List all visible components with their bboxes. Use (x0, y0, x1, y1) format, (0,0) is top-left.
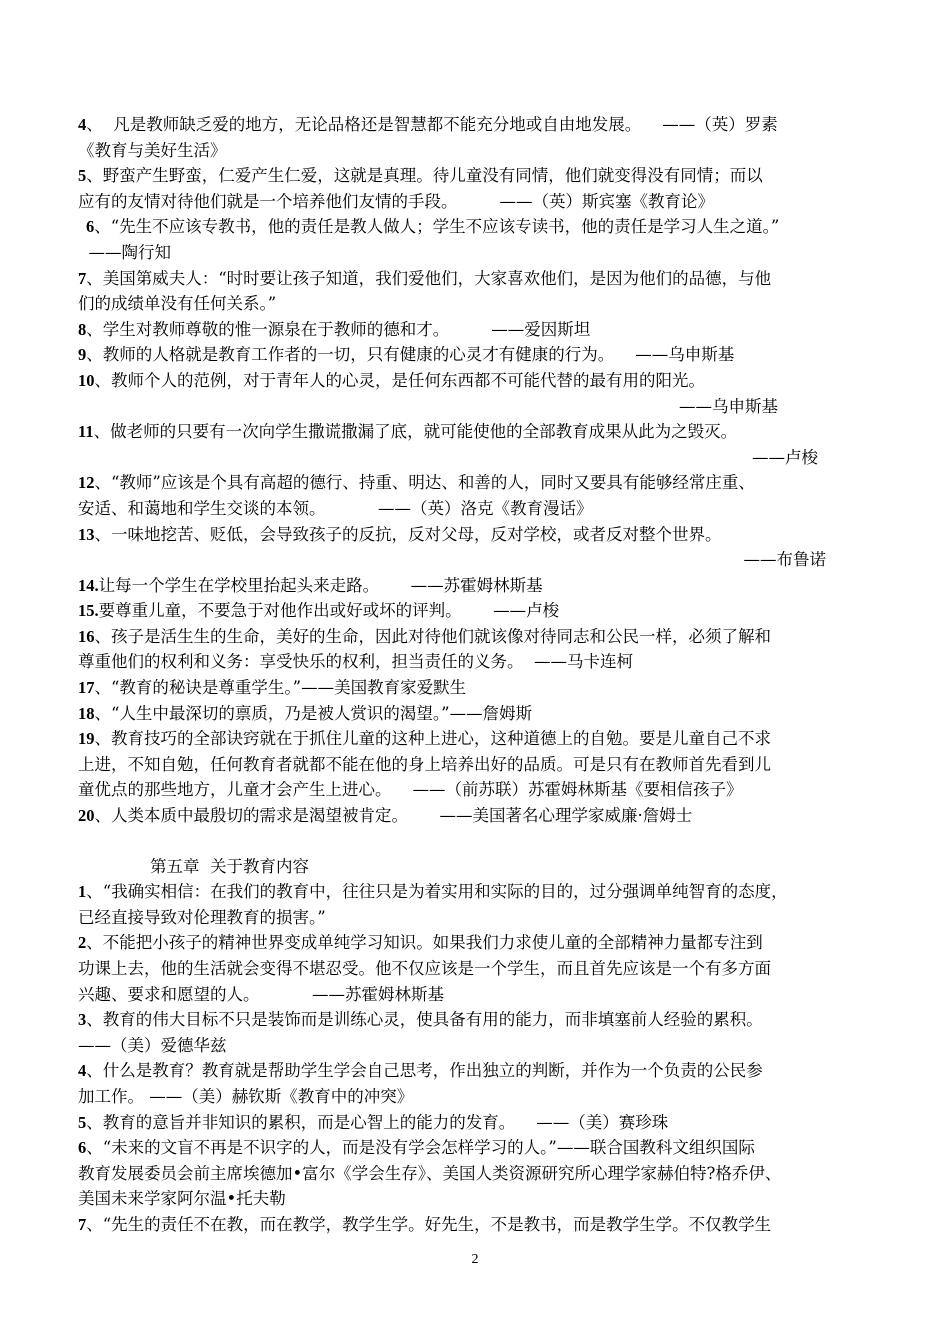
item-number: 19 (78, 729, 95, 749)
text-line (78, 1033, 886, 1059)
text-line (78, 1212, 886, 1238)
text-line (78, 879, 886, 905)
text-line (78, 1007, 886, 1033)
text-line (78, 368, 886, 394)
item-number: 7 (78, 268, 87, 288)
item-number: 18 (78, 703, 95, 723)
text-line (78, 598, 886, 624)
line-text: 第五章 关于教育内容 (150, 856, 309, 876)
text-line (78, 624, 886, 650)
item-number: 9 (78, 345, 87, 365)
item-number: 12 (78, 473, 95, 493)
item-number: 3 (78, 1010, 87, 1030)
text-line (78, 956, 886, 982)
line-text: 、“先生不应该专教书，他的责任是教人做人；学生不应该专读书，他的责任是学习人生之道。” (94, 217, 780, 237)
line-text: 、不能把小孩子的精神世界变成单纯学习知识。如果我们力求使儿童的全部精神力量都专注到 (86, 933, 763, 953)
line-text: 功课上去，他的生活就会变得不堪忍受。他不仅应该是一个学生，而且首先应该是一个有多方面 (78, 959, 771, 978)
line-text: 美国未来学家阿尔温•托夫勒 (78, 1189, 286, 1209)
text-line (78, 1084, 886, 1110)
text-line (78, 522, 886, 548)
text-line (78, 419, 886, 445)
text-line (78, 266, 886, 292)
line-text: 、“教育的秘诀是尊重学生。”——美国教育家爱默生 (94, 678, 467, 698)
item-number: 7 (78, 1214, 87, 1234)
line-text: 、孩子是活生生的生命，美好的生命，因此对待他们就该像对待同志和公民一样，必须了解和 (94, 626, 771, 646)
document-body (78, 112, 886, 1238)
line-text: 、教师个人的范例，对于青年人的心灵，是任何东西都不可能代替的最有用的阳光。 (94, 370, 705, 390)
text-line (78, 1058, 886, 1084)
line-text: 要尊重儿童，不要急于对他作出或好或坏的评判。 ——卢梭 (98, 601, 560, 621)
item-number: 13 (78, 524, 95, 544)
text-line (78, 496, 886, 522)
text-line (78, 291, 886, 317)
text-line (78, 930, 886, 956)
line-text: 、教育的伟大目标不只是装饰而是训练心灵，使具备有用的能力，而非填塞前人经验的累积。 (86, 1010, 763, 1030)
text-line (78, 547, 886, 573)
text-line (78, 394, 886, 420)
line-text: 、“教师”应该是个具有高超的德行、持重、明达、和善的人，同时又要具有能够经常庄重、 (94, 473, 755, 493)
line-text: 已经直接导致对伦理教育的损害。” (78, 907, 326, 927)
text-line (78, 573, 886, 599)
text-line (78, 189, 886, 215)
line-text: 让每一个学生在学校里抬起头来走路。 ——苏霍姆林斯基 (98, 575, 543, 595)
page-number: 2 (471, 1252, 479, 1267)
line-text: 、学生对教师尊敬的惟一源泉在于教师的德和才。 ——爱因斯坦 (86, 319, 591, 339)
line-text: 、人类本质中最殷切的需求是渴望被肯定。 ——美国著名心理学家威廉·詹姆士 (94, 806, 693, 826)
item-number: 8 (78, 319, 87, 339)
line-text: 、教师的人格就是教育工作者的一切，只有健康的心灵才有健康的行为。 ——乌申斯基 (86, 345, 735, 365)
line-text: ——卢梭 (752, 447, 818, 467)
text-line (78, 1135, 886, 1161)
line-text: 、一味地挖苦、贬低，会导致孩子的反抗，反对父母，反对学校，或者反对整个世界。 (94, 524, 722, 544)
text-line (78, 342, 886, 368)
item-number: 14. (78, 575, 99, 595)
line-text: 、教育的意旨并非知识的累积，而是心智上的能力的发育。 ——（美）赛珍珠 (86, 1112, 669, 1132)
line-text: 上进，不知自勉，任何教育者就都不能在他的身上培养出好的品质。可是只有在教师首先看到儿 (78, 754, 771, 774)
line-text: 《教育与美好生活》 (78, 140, 227, 160)
text-line (78, 240, 886, 266)
text-line (78, 1110, 886, 1136)
text-line (78, 905, 886, 931)
text-line (78, 675, 886, 701)
item-number: 1 (78, 882, 87, 902)
text-line (78, 1161, 886, 1187)
line-text: 、“未来的文盲不再是不识字的人，而是没有学会怎样学习的人。”——联合国教科文组织国际 (86, 1138, 755, 1158)
line-text: 尊重他们的权利和义务：享受快乐的权利，担当责任的义务。 ——马卡连柯 (78, 652, 633, 672)
line-text: 、教育技巧的全部诀窍就在于抓住儿童的这种上进心，这种道德上的自勉。要是儿童自己不求 (94, 729, 771, 749)
item-number: 6 (86, 217, 95, 237)
text-line (78, 163, 886, 189)
line-text: 、 凡是教师缺乏爱的地方，无论品格还是智慧都不能充分地或自由地发展。 ——（英）罗素 (86, 115, 778, 134)
line-text: ——陶行知 (78, 242, 171, 262)
item-number: 15. (78, 601, 99, 621)
text-line (78, 112, 886, 138)
line-text: 童优点的那些地方，儿童才会产生上进心。 ——（前苏联）苏霍姆林斯基《要相信孩子》 (78, 780, 743, 800)
item-number: 4 (78, 115, 87, 134)
line-text: 教育发展委员会前主席埃德加•富尔《学会生存》、美国人类资源研究所心理学家赫伯特?格乔伊、 (78, 1163, 782, 1183)
line-text: 、做老师的只要有一次向学生撒谎撒漏了底，就可能使他的全部教育成果从此为之毁灭。 (93, 422, 738, 442)
text-line (78, 701, 886, 727)
item-number: 2 (78, 933, 87, 953)
line-text: 、美国第威夫人：“时时要让孩子知道，我们爱他们，大家喜欢他们，是因为他们的品德，与他 (86, 268, 772, 288)
item-number: 11 (78, 422, 94, 442)
item-number: 4 (78, 1061, 87, 1081)
text-line (78, 752, 886, 778)
item-number: 20 (78, 806, 95, 826)
line-text: 、“人生中最深切的禀质，乃是被人赏识的渴望。”——詹姆斯 (94, 703, 533, 723)
text-line (78, 317, 886, 343)
line-text: 加工作。 ——（美）赫钦斯《教育中的冲突》 (78, 1086, 414, 1106)
text-line (78, 138, 886, 164)
text-line (78, 982, 886, 1008)
text-line (78, 445, 886, 471)
line-text: 、野蛮产生野蛮，仁爱产生仁爱，这就是真理。待儿童没有同情，他们就变得没有同情；而以 (86, 166, 763, 186)
line-text: ——布鲁诺 (743, 550, 826, 570)
text-line (78, 726, 886, 752)
text-line (78, 649, 886, 675)
item-number: 16 (78, 626, 95, 646)
text-line (78, 803, 886, 829)
line-text: 、“先生的责任不在教，而在教学，教学生学。好先生，不是教书，而是教学生学。不仅教学生 (86, 1214, 772, 1234)
item-number: 17 (78, 678, 95, 698)
line-text: 、“我确实相信：在我们的教育中，往往只是为着实用和实际的目的，过分强调单纯智育的态度， (86, 882, 788, 902)
line-text: 们的成绩单没有任何关系。” (78, 294, 277, 314)
line-text: 、什么是教育？教育就是帮助学生学会自己思考，作出独立的判断，并作为一个负责的公民参 (86, 1061, 763, 1081)
item-number: 10 (78, 370, 95, 390)
text-line (78, 470, 886, 496)
text-line (78, 1186, 886, 1212)
line-text: ——（美）爱德华兹 (78, 1035, 227, 1055)
item-number: 6 (78, 1138, 87, 1158)
text-line (78, 214, 886, 240)
item-number: 5 (78, 166, 87, 186)
text-line (78, 777, 886, 803)
line-text: 兴趣、要求和愿望的人。 ——苏霍姆林斯基 (78, 984, 444, 1004)
text-line (78, 854, 886, 880)
line-text: ——乌申斯基 (679, 396, 778, 416)
line-text: 安适、和蔼地和学生交谈的本领。 ——（英）洛克《教育漫话》 (78, 498, 593, 518)
line-text: 应有的友情对待他们就是一个培养他们友情的手段。 ——（英）斯宾塞《教育论》 (78, 191, 714, 211)
item-number: 5 (78, 1112, 87, 1132)
